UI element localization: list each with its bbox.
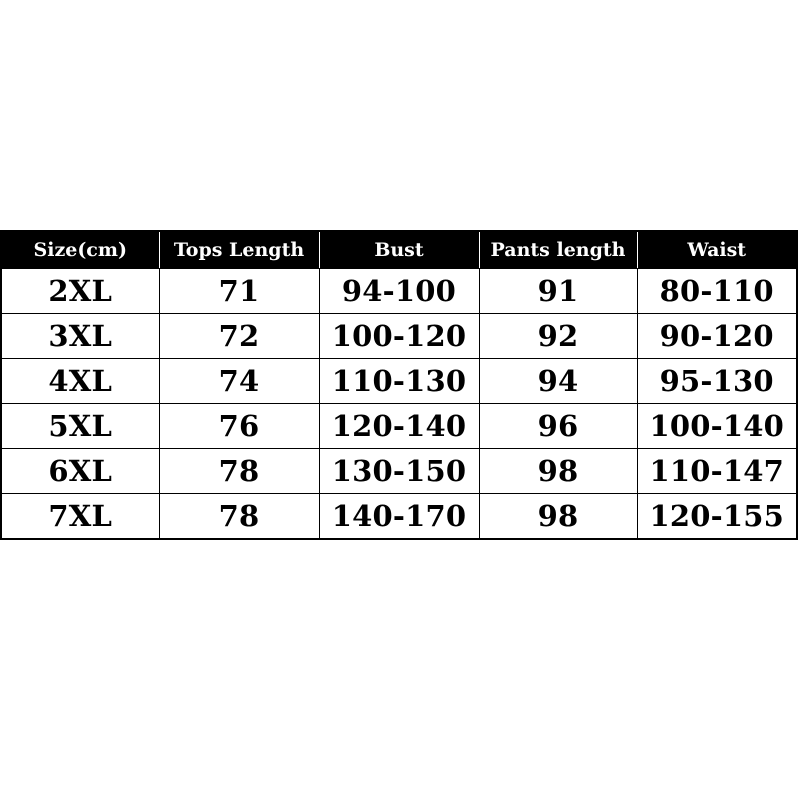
- table-row: [1, 494, 797, 540]
- cell-size: 2XL: [1, 269, 159, 314]
- cell-size: 4XL: [1, 359, 159, 404]
- cell-bust: 110-130: [319, 359, 479, 404]
- cell-tops-length: 72: [159, 314, 319, 359]
- cell-waist: 100-140: [637, 404, 797, 449]
- header-size: Size(cm): [1, 231, 159, 269]
- header-bust: Bust: [319, 231, 479, 269]
- size-chart-table: [0, 230, 798, 540]
- table-row: [1, 449, 797, 494]
- table-row: [1, 359, 797, 404]
- cell-waist: 95-130: [637, 359, 797, 404]
- cell-tops-length: 71: [159, 269, 319, 314]
- cell-pants-length: 96: [479, 404, 637, 449]
- cell-tops-length: 74: [159, 359, 319, 404]
- cell-bust: 94-100: [319, 269, 479, 314]
- cell-pants-length: 98: [479, 494, 637, 540]
- table-row: [1, 314, 797, 359]
- table-row: [1, 404, 797, 449]
- cell-size: 5XL: [1, 404, 159, 449]
- cell-size: 3XL: [1, 314, 159, 359]
- cell-bust: 140-170: [319, 494, 479, 540]
- cell-pants-length: 91: [479, 269, 637, 314]
- header-tops-length: Tops Length: [159, 231, 319, 269]
- cell-tops-length: 78: [159, 494, 319, 540]
- header-waist: Waist: [637, 231, 797, 269]
- cell-waist: 80-110: [637, 269, 797, 314]
- cell-size: 7XL: [1, 494, 159, 540]
- cell-bust: 130-150: [319, 449, 479, 494]
- cell-waist: 90-120: [637, 314, 797, 359]
- cell-pants-length: 92: [479, 314, 637, 359]
- cell-waist: 120-155: [637, 494, 797, 540]
- header-pants-length: Pants length: [479, 231, 637, 269]
- cell-bust: 100-120: [319, 314, 479, 359]
- cell-tops-length: 78: [159, 449, 319, 494]
- cell-pants-length: 94: [479, 359, 637, 404]
- cell-bust: 120-140: [319, 404, 479, 449]
- cell-pants-length: 98: [479, 449, 637, 494]
- header-row: [1, 231, 797, 269]
- cell-waist: 110-147: [637, 449, 797, 494]
- table-row: [1, 269, 797, 314]
- cell-tops-length: 76: [159, 404, 319, 449]
- cell-size: 6XL: [1, 449, 159, 494]
